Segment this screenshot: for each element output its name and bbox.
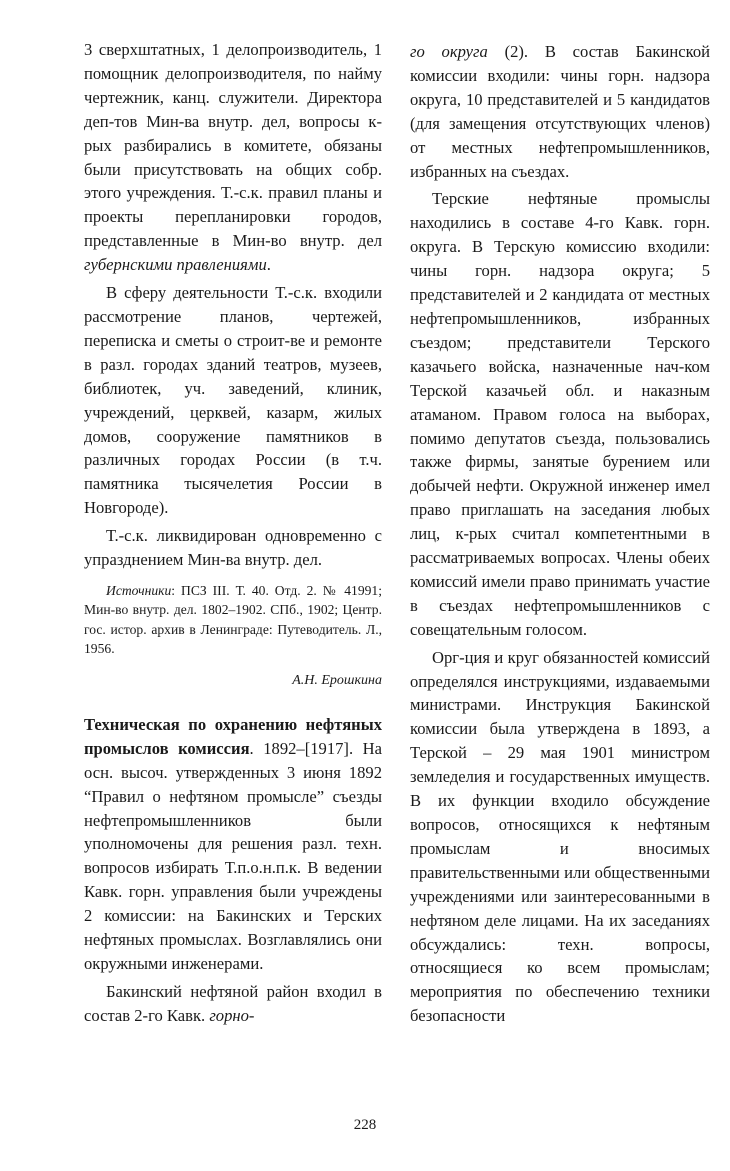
right-paragraph-2: Терские нефтяные промыслы находились в составе 4-го Кавк. горн. округа. В Терскую комиссию входили: чины горн. надзора округа; 5 представителей и 2 кандидата от местных нефтепромышленников, избранных съездом; представители Терского казачьего войска, назначенные нач-ком Терской казачьей обл. и наказным атаманом. Правом голоса на выборах, помимо депутатов съезда, пользовались также фирмы, занятые бурением или добычей нефти. Окружной инженер имел право приглашать на заседания любых лиц, к-рых считал компетентными в рассматриваемых вопросах. Члены обеих комиссий имели право принимать участие в съездах нефтепромышленников с совещательным голосом.: [410, 189, 710, 639]
left-paragraph-3: Т.-с.к. ликвидирован одновременно с упразднением Мин-ва внутр. дел.: [84, 526, 382, 570]
left-column: [84, 38, 382, 1028]
entry-text: . 1892–[1917]. На осн. высоч. утвержденных 3 июня 1892 “Правил о нефтяном промысле” съезды нефтепромышленников были уполномочены для решения разл. техн. вопросов избирать Т.п.о.н.п.к. В ведении Кавк. горн. управления были учреждены 2 комиссии: на Бакинских и Терских нефтяных промыслах. Возглавлялись они окружными инженерами.: [84, 738, 382, 973]
right-paragraph-1: го округа (2). В состав Бакинской комиссии входили: чины горн. надзора округа, 10 представителей и 5 кандидатов (для замещения отсутствующих членов) от местных нефтепромышленников, избранных на съездах.: [410, 42, 710, 181]
left-paragraph-5: Бакинский нефтяной район входил в состав 2-го Кавк. горно-: [84, 981, 382, 1025]
left-paragraph-2: В сферу деятельности Т.-с.к. входили рассмотрение планов, чертежей, переписка и сметы о строит-ве и ремонте в разл. городах зданий театров, музеев, библиотек, уч. заведений, клиник, учреждений, церквей, казарм, жилых домов, сооружение памятников в различных городах России (в т.ч. памятника тысячелетия России в Новгороде).: [84, 283, 382, 518]
sources-text: : ПСЗ III. Т. 40. Отд. 2. № 41991; Мин-во внутр. дел. 1802–1902. СПб., 1902; Центр. гос. истор. архив в Ленинграде: Путеводитель. Л., 1956.: [84, 582, 382, 657]
sources-note: [84, 581, 382, 659]
left-paragraph-1: 3 сверхштатных, 1 делопроизводитель, 1 помощник делопроизводителя, по найму чертежник, канц. служители. Директора деп-тов Мин-ва внутр. дел, вопросы к-рых разбирались в комитете, обязаны были присутствовать на общих собр. этого учреждения. Т.-с.к. правил планы и проекты перепланировки городов, представленные в Мин-во внутр. дел губернскими правлениями.: [84, 40, 382, 275]
right-paragraph-3: Орг-ция и круг обязанностей комиссий определялся инструкциями, издаваемыми министрами. Инструкция Бакинской комиссии была утверждена в 1893, а Терской – 29 мая 1901 министром земледелия и государственных имуществ. В их функции входило обсуждение вопросов, относящихся к нефтяным промыслам и вносимых правительственными или общественными учреждениями или заинтересованными в нефтяном деле лицами. На их заседаниях обсуждались: техн. вопросы, относящиеся ко всем промыслам; мероприятия по обеспечению техники безопасности: [410, 647, 710, 1026]
italic-term: го округа: [410, 42, 488, 61]
page-number: 228: [353, 1117, 377, 1133]
entry-title: Техническая по охранению нефтяных промыслов комиссия: [84, 714, 382, 758]
sources-label: Источники: [106, 582, 172, 598]
author-signature: А.Н. Ерошкина: [292, 672, 382, 688]
right-column: [410, 40, 710, 1028]
italic-term: губернскими правлениями: [84, 255, 267, 275]
entry-paragraph: [84, 713, 382, 976]
italic-term: горно-: [209, 1005, 255, 1025]
